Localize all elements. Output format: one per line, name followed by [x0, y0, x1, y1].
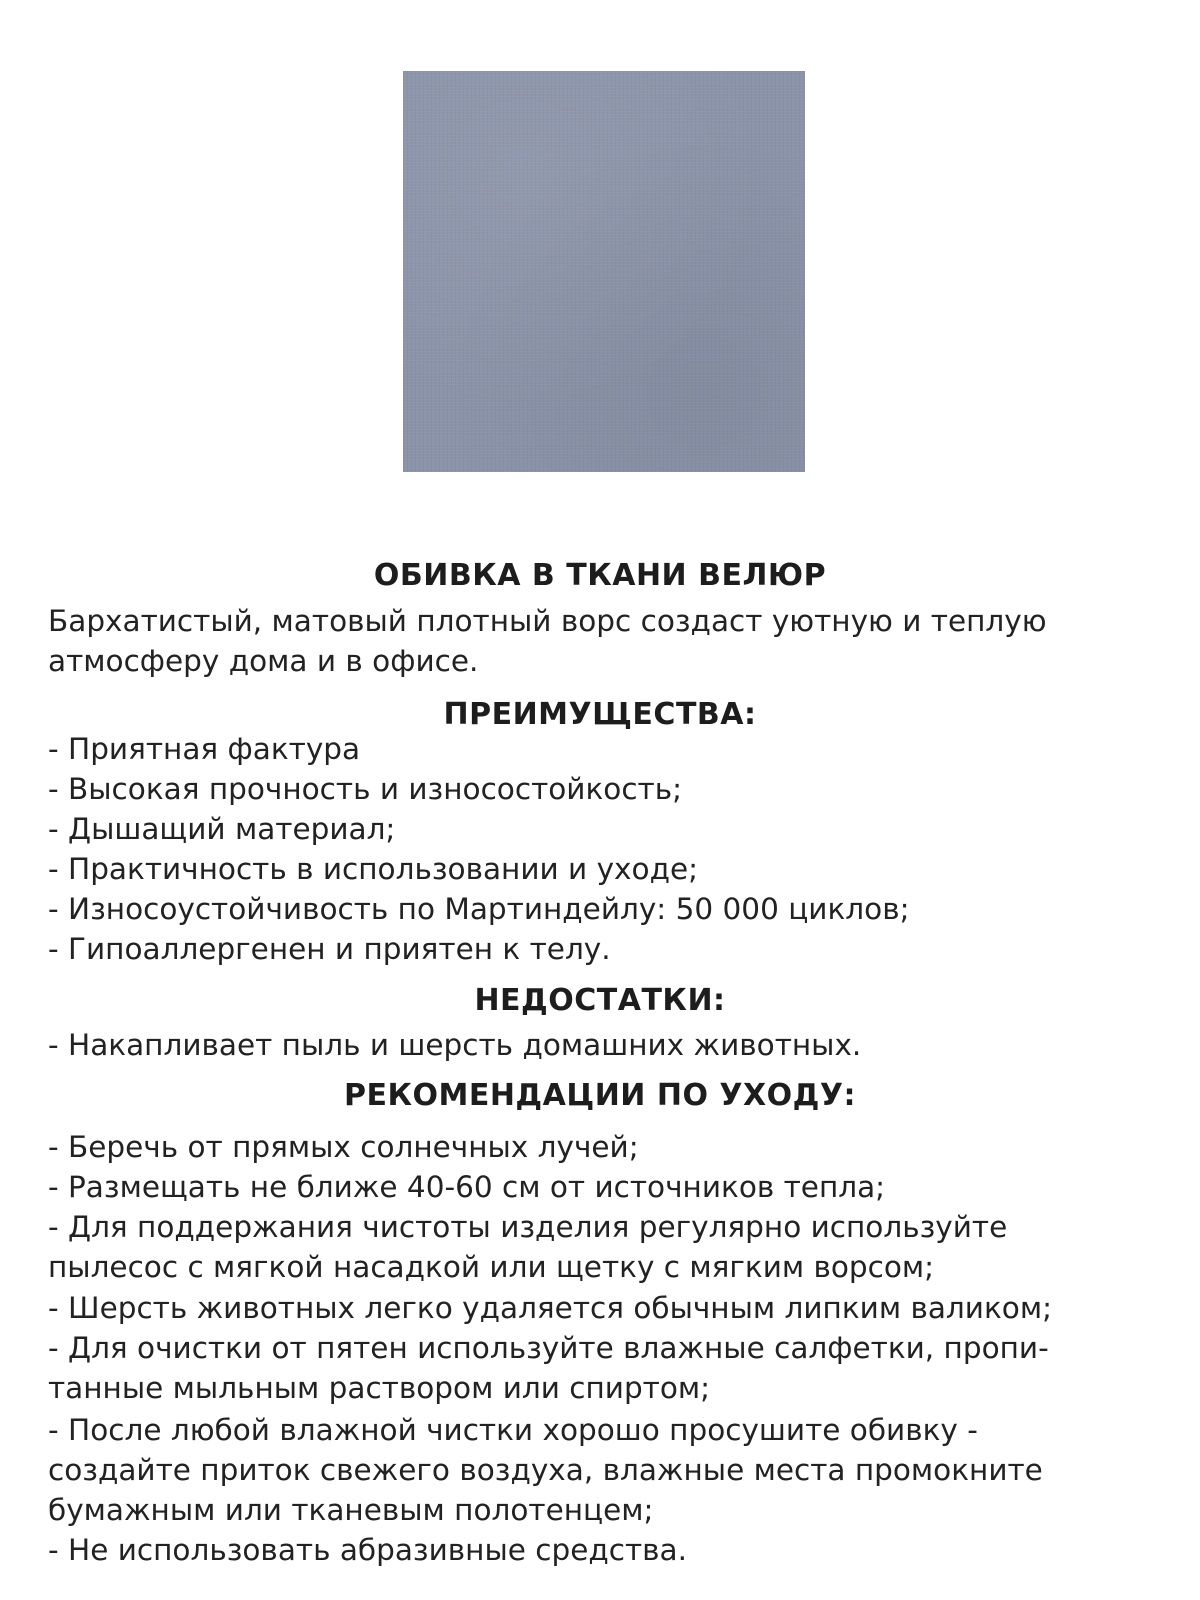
disadvantages-item: - Накапливает пыль и шерсть домашних животных.	[48, 1028, 862, 1062]
care-item: танные мыльным раствором или спиртом;	[48, 1371, 711, 1405]
upholstery-line: атмосферу дома и в офисе.	[48, 644, 479, 678]
care-item: - Размещать не ближе 40-60 см от источников тепла;	[48, 1170, 886, 1204]
care-item: - Не использовать абразивные средства.	[48, 1533, 688, 1567]
advantages-item: - Практичность в использовании и уходе;	[48, 852, 699, 886]
upholstery-title: ОБИВКА В ТКАНИ ВЕЛЮР	[373, 558, 827, 593]
care-item: создайте приток свежего воздуха, влажные места промокните	[48, 1453, 1043, 1487]
fabric-swatch-image	[403, 71, 805, 472]
advantages-item: - Дышащий материал;	[48, 812, 396, 846]
care-title: РЕКОМЕНДАЦИИ ПО УХОДУ:	[343, 1078, 857, 1113]
advantages-title: ПРЕИМУЩЕСТВА:	[443, 697, 757, 732]
care-item: - Беречь от прямых солнечных лучей;	[48, 1130, 639, 1164]
advantages-item: - Гипоаллергенен и приятен к телу.	[48, 932, 611, 966]
care-item: - После любой влажной чистки хорошо просушите обивку -	[48, 1413, 978, 1447]
care-item: - Шерсть животных легко удаляется обычным липким валиком;	[48, 1291, 1053, 1325]
care-item: пылесос с мягкой насадкой или щетку с мягким ворсом;	[48, 1250, 935, 1284]
upholstery-line: Бархатистый, матовый плотный ворс создаст уютную и теплую	[48, 604, 1047, 638]
advantages-item: - Высокая прочность и износостойкость;	[48, 772, 683, 806]
advantages-item: - Приятная фактура	[48, 732, 361, 766]
advantages-item: - Износоустойчивость по Мартиндейлу: 50 000 циклов;	[48, 892, 910, 926]
care-item: - Для поддержания чистоты изделия регулярно используйте	[48, 1210, 1008, 1244]
care-item: бумажным или тканевым полотенцем;	[48, 1493, 654, 1527]
disadvantages-title: НЕДОСТАТКИ:	[474, 983, 726, 1018]
care-item: - Для очистки от пятен используйте влажные салфетки, пропи-	[48, 1331, 1049, 1365]
